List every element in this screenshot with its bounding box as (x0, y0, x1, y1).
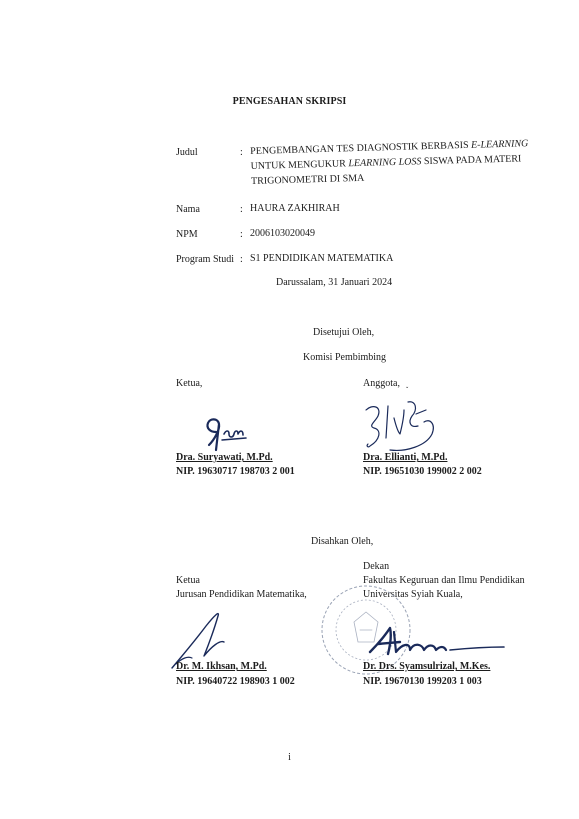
faculty-name: Fakultas Keguruan dan Ilmu Pendidikan (363, 575, 525, 586)
signature-syamsulrizal (366, 622, 506, 662)
npm-label: NPM (176, 229, 198, 240)
prodi-label: Program Studi (176, 254, 235, 265)
supervisor2-name: Dra. Ellianti, M.Pd. (363, 452, 448, 463)
supervisor1-name: Dra. Suryawati, M.Pd. (176, 452, 273, 463)
npm-colon: : (240, 229, 243, 240)
ketua-label: Ketua, (176, 378, 203, 389)
official2-name: Dr. Drs. Syamsulrizal, M.Kes. (363, 661, 491, 672)
university-name: Universitas Syiah Kuala, (363, 589, 463, 600)
judul-value (250, 136, 529, 189)
nama-label: Nama (176, 204, 200, 215)
judul-label: Judul (176, 147, 198, 158)
signature-suryawati (196, 410, 266, 452)
npm-value: 2006103020049 (250, 228, 315, 239)
nama-colon: : (240, 204, 243, 215)
judul-line-3: TRIGONOMETRI DI SMA (250, 172, 365, 187)
page-title: PENGESAHAN SKRIPSI (232, 96, 347, 107)
committee-label: Komisi Pembimbing (303, 352, 387, 363)
anggota-label: Anggota, ˯ (363, 378, 409, 389)
ratified-by: Disahkan Oleh, (311, 536, 374, 547)
official1-nip: NIP. 19640722 198903 1 002 (176, 676, 295, 687)
approved-by: Disetujui Oleh, (313, 327, 375, 338)
page-number: i (288, 752, 291, 763)
department-head-title: Ketua (176, 575, 200, 586)
judul-line-1: PENGEMBANGAN TES DIAGNOSTIK BERBASIS E-LEARNING (250, 138, 529, 157)
judul-colon: : (240, 147, 243, 158)
supervisor1-nip: NIP. 19630717 198703 2 001 (176, 466, 295, 477)
department-name: Jurusan Pendidikan Matematika, (176, 589, 307, 600)
judul-line-2: UNTUK MENGUKUR LEARNING LOSS SISWA PADA MATERI (250, 153, 522, 172)
supervisor2-nip: NIP. 19651030 199002 2 002 (363, 466, 482, 477)
place-date: Darussalam, 31 Januari 2024 (276, 277, 393, 288)
nama-value: HAURA ZAKHIRAH (250, 203, 340, 214)
prodi-value: S1 PENDIDIKAN MATEMATIKA (250, 253, 394, 264)
signature-ellianti (360, 396, 440, 452)
dean-title: Dekan (363, 561, 390, 572)
prodi-colon: : (240, 254, 243, 265)
official1-name: Dr. M. Ikhsan, M.Pd. (176, 661, 267, 672)
official2-nip: NIP. 19670130 199203 1 003 (363, 676, 482, 687)
